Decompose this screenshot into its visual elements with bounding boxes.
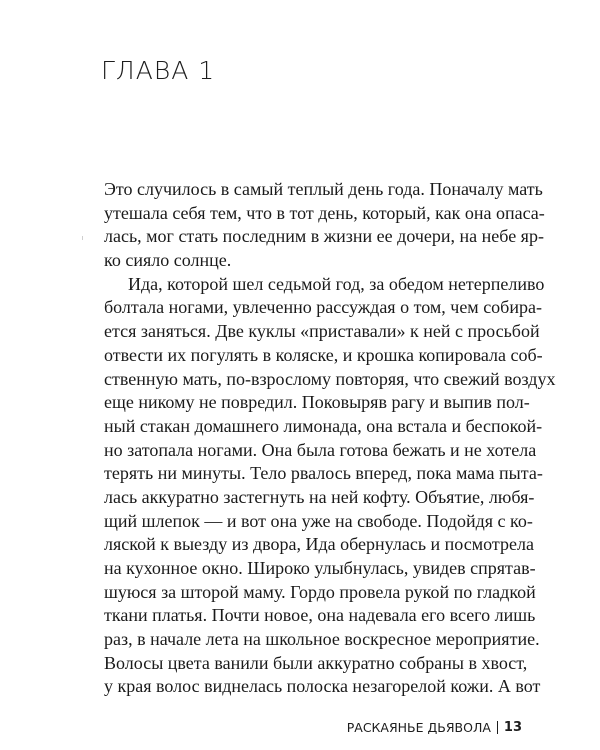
page-footer <box>347 720 522 735</box>
text-line: щий шлепок — и вот она уже на свободе. Подойдя с ко- <box>104 510 533 531</box>
margin-mark <box>82 236 83 240</box>
footer-divider <box>497 721 498 734</box>
text-line: отвести их погулять в коляске, и крошка копировала соб- <box>104 344 543 365</box>
text-line: терять ни минуты. Тело рвалось вперед, пока мама пыта- <box>104 463 543 484</box>
running-head-book-title: РАСКАЯНЬЕ ДЬЯВОЛА <box>346 720 491 735</box>
text-line: ный стакан домашнего лимонада, она встала и беспокой- <box>104 415 543 436</box>
text-line: ткани платья. Почти новое, она надевала его всего лишь <box>104 605 536 626</box>
text-line: еще никому не повредил. Поковыряв рагу и выпив пол- <box>104 392 530 413</box>
chapter-title: ГЛАВА 1 <box>101 56 216 85</box>
text-line: раз, в начале лета на школьное воскресное мероприятие. <box>104 629 540 650</box>
text-line: но затопала ногами. Она была готова бежать и не хотела <box>104 439 537 460</box>
text-line: утешала себя тем, что в тот день, который, как она опаса- <box>104 202 545 223</box>
text-line: Волосы цвета ванили были аккуратно собраны в хвост, <box>104 652 528 673</box>
text-line: на кухонное окно. Широко улыбнулась, увидев спрятав- <box>104 558 536 578</box>
text-line: Ида, которой шел седьмой год, за обедом нетерпеливо <box>128 273 545 294</box>
text-line: Это случилось в самый теплый день года. Поначалу мать <box>104 179 543 199</box>
body-text <box>104 178 556 699</box>
page-number: 13 <box>503 720 522 735</box>
text-line: ляской к выезду из двора, Ида обернулась и посмотрела <box>104 534 534 555</box>
text-line: ется заняться. Две куклы «приставали» к ней с просьбой <box>104 321 540 342</box>
text-line: ственную мать, по-взрослому повторяя, что свежий воздух <box>104 368 556 389</box>
text-line: ко сияло солнце. <box>104 250 232 271</box>
text-line: болтала ногами, увлеченно рассуждая о том, чем собира- <box>104 297 542 318</box>
text-line: у края волос виднелась полоска незагорелой кожи. А вот <box>104 676 541 697</box>
text-line: лась, мог стать последним в жизни ее дочери, на небе яр- <box>104 226 544 247</box>
text-line: шуюся за шторой маму. Гордо провела рукой по гладкой <box>104 581 536 602</box>
text-line: лась аккуратно застегнуть на ней кофту. Объятие, любя- <box>104 486 535 507</box>
